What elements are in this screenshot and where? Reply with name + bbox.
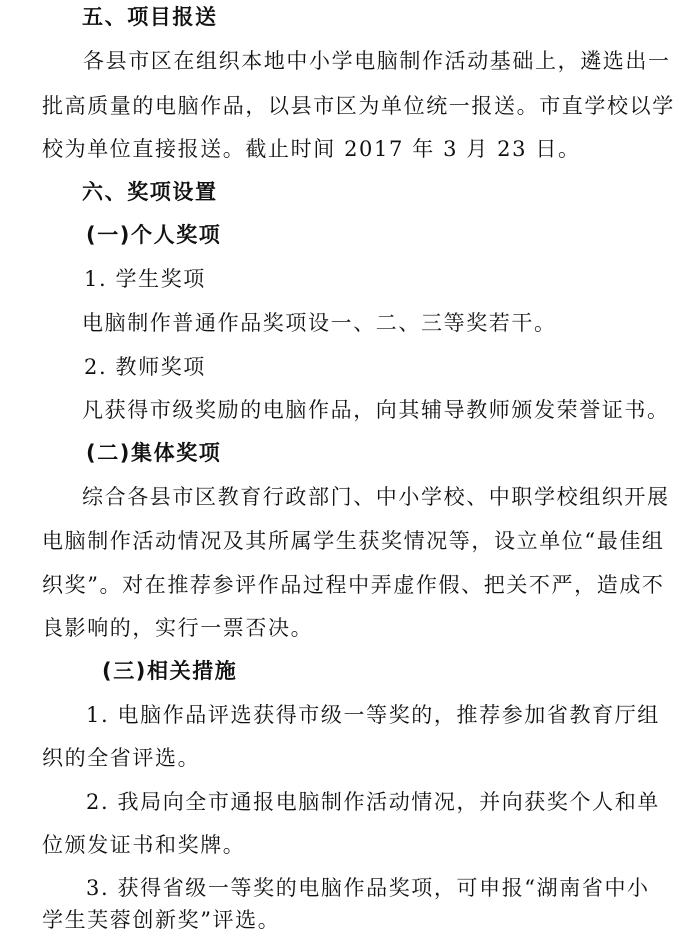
section-5-paragraph-line-2: 批高质量的电脑作品，以县市区为单位统一报送。市直学校以学 — [42, 94, 675, 118]
measure-1-line-1: 1. 电脑作品评选获得市级一等奖的，推荐参加省教育厅组 — [86, 703, 660, 727]
section-5-paragraph-line-3: 校为单位直接报送。截止时间 2017 年 3 月 23 日。 — [42, 137, 581, 161]
collective-awards-heading: (二)集体奖项 — [86, 441, 222, 465]
section-5-heading: 五、项目报送 — [82, 5, 218, 29]
related-measures-heading: (三)相关措施 — [102, 659, 238, 683]
measure-3-line-2: 学生芙蓉创新奖”评选。 — [42, 908, 281, 932]
collective-paragraph-line-4: 良影响的，实行一票否决。 — [42, 616, 314, 640]
measure-3-line-1: 3. 获得省级一等奖的电脑作品奖项，可申报“湖南省中小 — [86, 876, 650, 900]
section-5-paragraph-line-1: 各县市区在组织本地中小学电脑制作活动基础上，遴选出一 — [83, 49, 671, 73]
collective-paragraph-line-1: 综合各县市区教育行政部门、中小学校、中职学校组织开展 — [82, 485, 670, 509]
collective-paragraph-line-2: 电脑制作活动情况及其所属学生获奖情况等，设立单位“最佳组 — [42, 529, 665, 553]
individual-awards-heading: (一)个人奖项 — [86, 223, 222, 247]
teacher-awards-text: 凡获得市级奖励的电脑作品，向其辅导教师颁发荣誉证书。 — [82, 398, 670, 422]
measure-1-line-2: 织的全省评选。 — [42, 746, 201, 770]
collective-paragraph-line-3: 织奖”。对在推荐参评作品过程中弄虚作假、把关不严，造成不 — [42, 573, 665, 597]
measure-2-line-2: 位颁发证书和奖牌。 — [42, 833, 246, 857]
student-awards-title: 1. 学生奖项 — [84, 267, 206, 291]
section-6-heading: 六、奖项设置 — [82, 180, 218, 204]
student-awards-text: 电脑制作普通作品奖项设一、二、三等奖若干。 — [82, 311, 557, 335]
teacher-awards-title: 2. 教师奖项 — [84, 355, 206, 379]
measure-2-line-1: 2. 我局向全市通报电脑制作活动情况，并向获奖个人和单 — [86, 790, 660, 814]
